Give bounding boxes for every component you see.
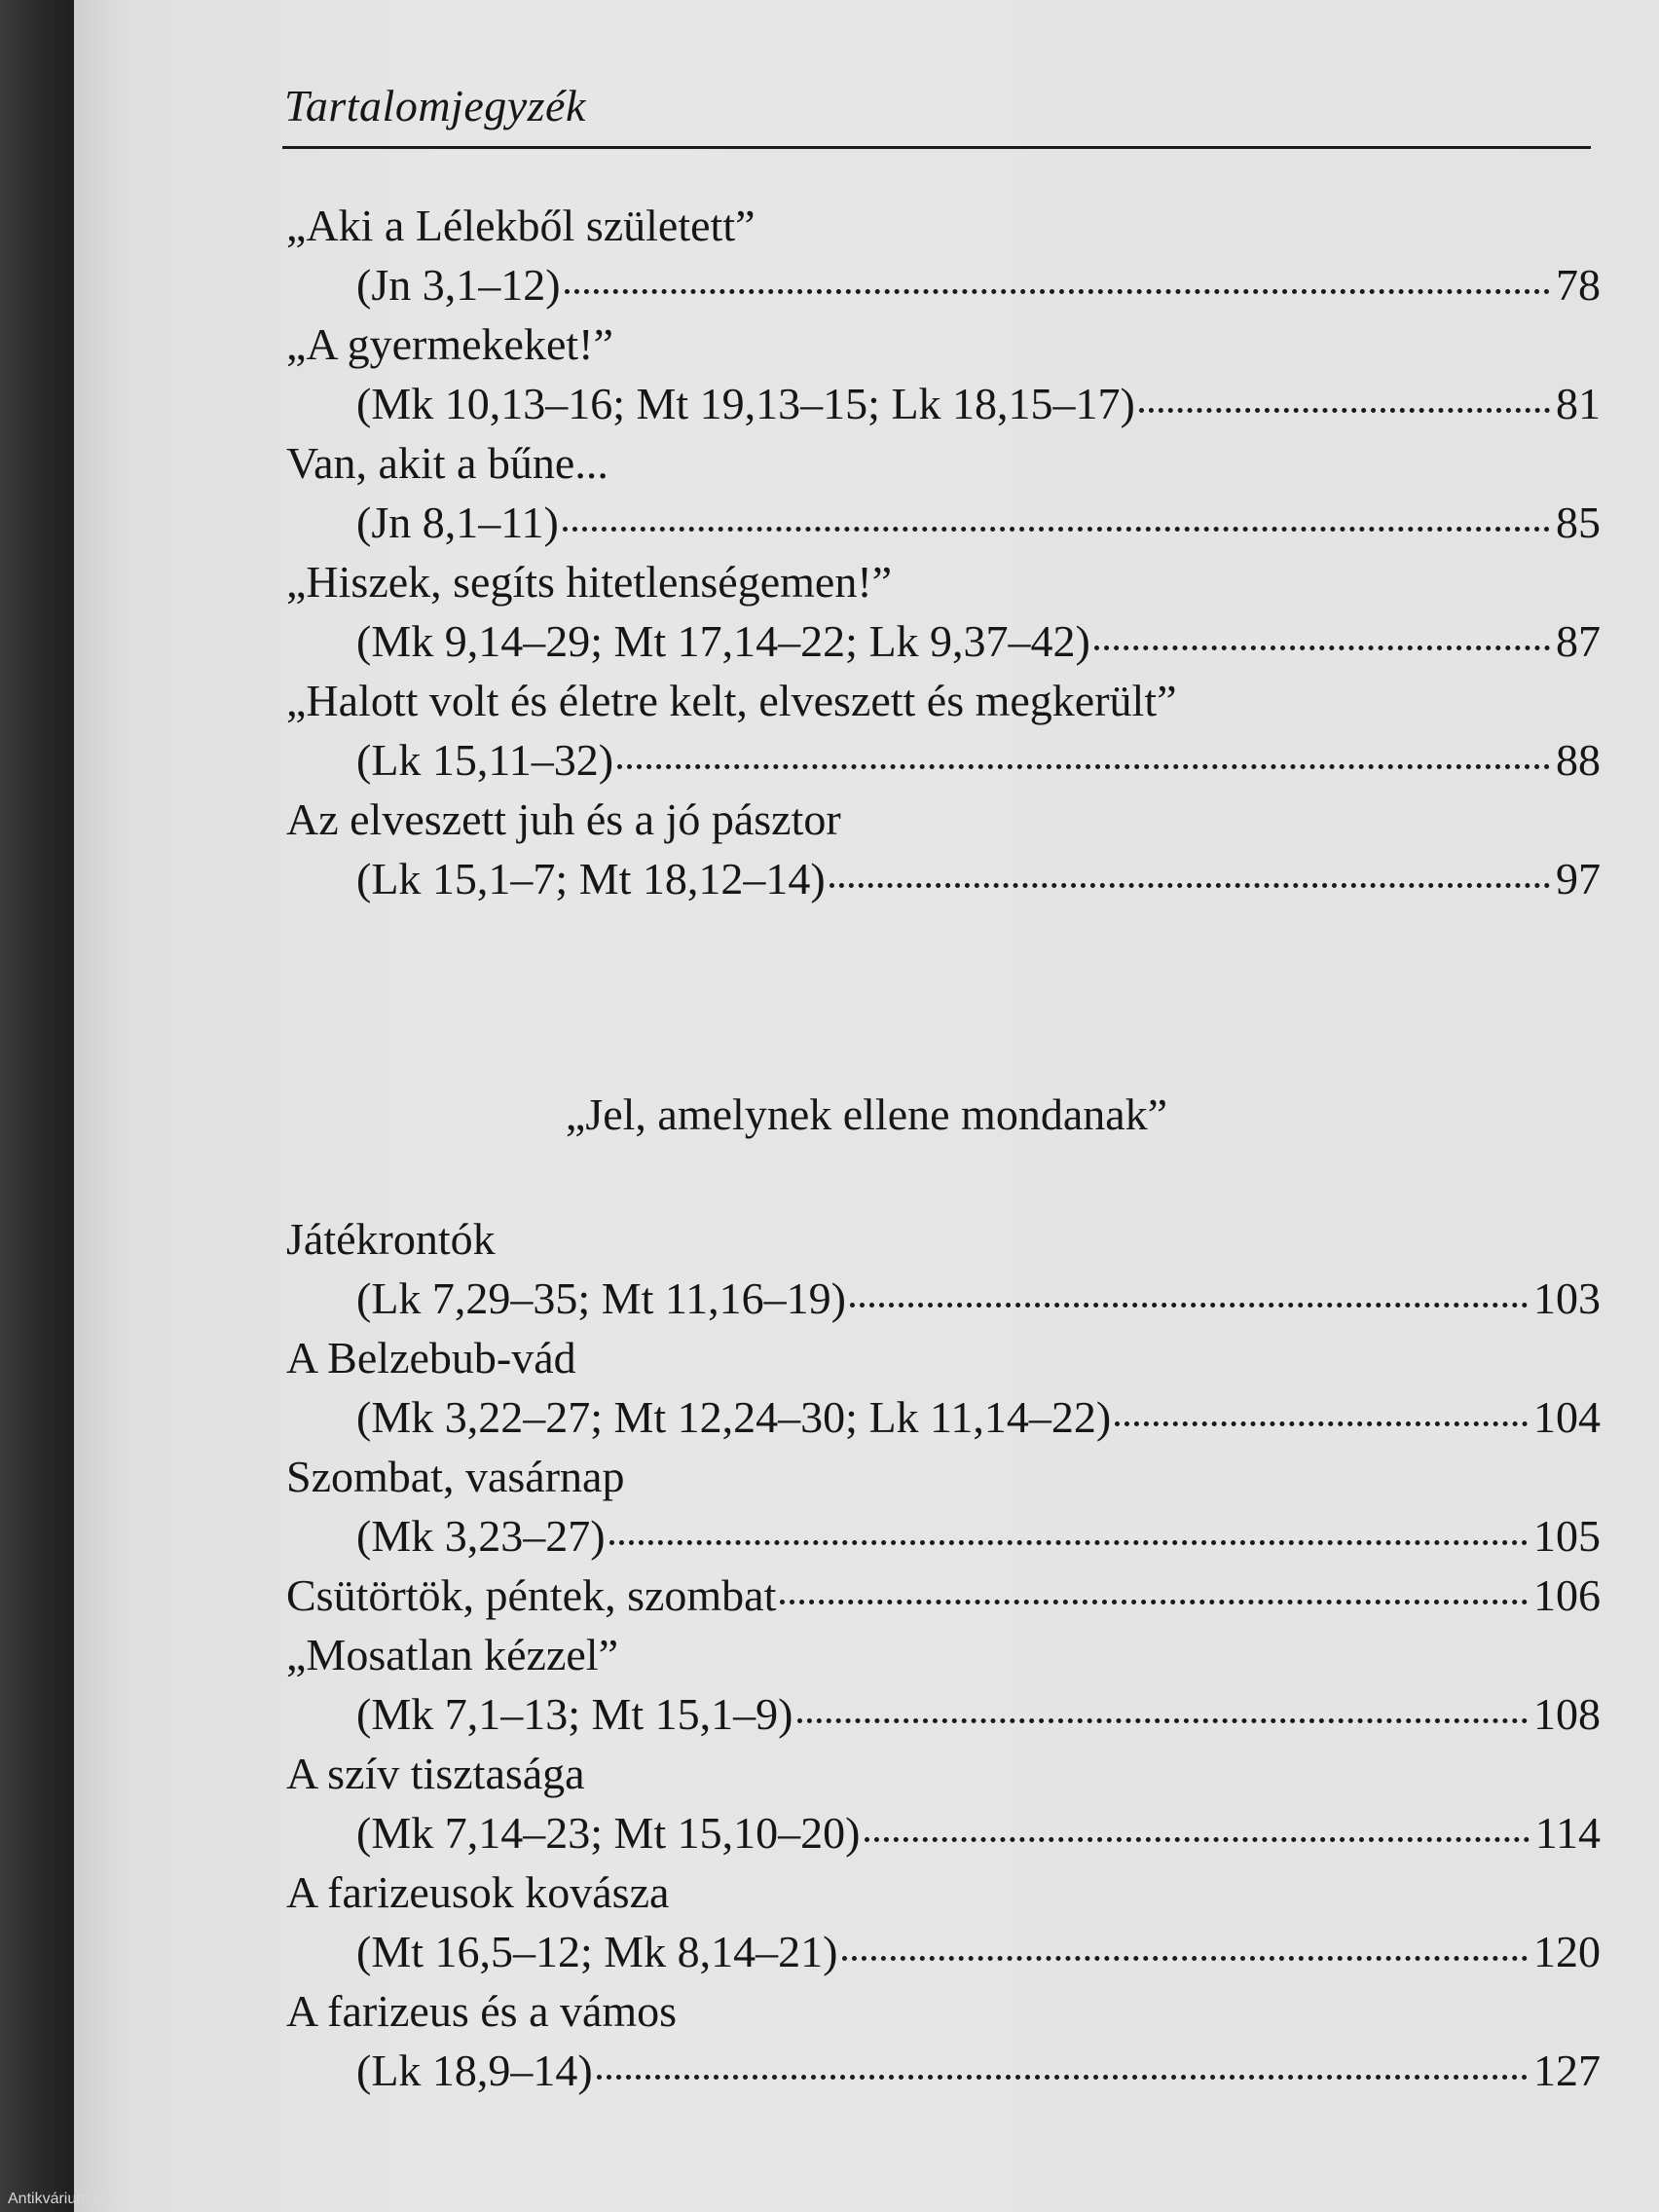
watermark: Antikvárium.hu [8,2191,111,2207]
toc-entry-title: A szív tisztasága [286,1749,585,1798]
toc-entry-ref-line [356,1510,1601,1562]
toc-entry-ref-line [356,1391,1601,1443]
toc-entry-page: 105 [1533,1511,1601,1561]
toc-entry-ref-line [356,378,1601,429]
toc-entry-ref-line [356,853,1601,904]
leader-dots [780,1600,1528,1604]
leader-dots [1094,645,1550,650]
toc-entry-page: 108 [1533,1689,1601,1739]
toc-entry-page: 78 [1556,260,1601,310]
toc-entry-title: „Hiszek, segíts hitetlenségemen!” [286,557,893,607]
toc-entry-ref-line [356,615,1601,667]
toc-entry-ref: (Mk 10,13–16; Mt 19,13–15; Lk 18,15–17) [356,379,1135,428]
toc-entry-ref-line [356,497,1601,548]
toc-entry-title: Szombat, vasárnap [286,1452,625,1501]
book-spine-shadow [0,0,74,2212]
leader-dots [1115,1421,1528,1426]
toc-entry-ref-line [356,1926,1601,1977]
toc-entry-ref-line [356,259,1601,311]
toc-entry-title: A farizeus és a vámos [286,1986,678,2036]
toc-entry-title: „Mosatlan kézzel” [286,1630,618,1679]
toc-entry-ref: (Jn 3,1–12) [356,260,561,310]
toc-entry-page: 97 [1556,854,1601,903]
toc-entry-ref-line [356,1272,1601,1324]
leader-dots [865,1837,1530,1842]
toc-entry-title: Játékrontók [286,1214,496,1264]
leader-dots [563,527,1550,532]
toc-entry-ref: (Lk 15,11–32) [356,735,614,785]
toc-entry-ref: (Lk 18,9–14) [356,2046,593,2095]
toc-entry-ref-line [356,1807,1601,1859]
leader-dots [830,883,1550,888]
toc-entry-ref-line [356,2045,1601,2096]
toc-entry-title: Az elveszett juh és a jó pásztor [286,794,841,844]
section-heading: „Jel, amelynek ellene mondanak” [565,1089,1168,1139]
page-header-title: Tartalomjegyzék [284,81,586,130]
toc-entry-ref: (Mk 7,1–13; Mt 15,1–9) [356,1689,793,1739]
toc-entry-ref: (Mk 3,22–27; Mt 12,24–30; Lk 11,14–22) [356,1392,1112,1442]
leader-dots [1139,408,1550,413]
toc-entry-title: „A gyermekeket!” [286,319,613,369]
toc-entry-page: 87 [1556,616,1601,666]
toc-entry-ref: (Mt 16,5–12; Mk 8,14–21) [356,1927,838,1976]
toc-entry-page: 120 [1533,1927,1601,1976]
toc-entry-page: 106 [1533,1570,1601,1620]
leader-dots [797,1718,1529,1723]
toc-entry-ref-line [356,1688,1601,1740]
leader-dots [609,1540,1528,1545]
leader-dots [565,289,1550,294]
toc-entry-title: Van, akit a bűne... [286,438,608,488]
toc-entry-title: „Aki a Lélekből született” [286,201,756,250]
toc-entry-ref: (Mk 7,14–23; Mt 15,10–20) [356,1808,861,1858]
toc-entry-page: 88 [1556,735,1601,785]
toc-entry-page: 85 [1556,498,1601,547]
toc-entry-ref: (Jn 8,1–11) [356,498,559,547]
toc-entry-page: 103 [1533,1273,1601,1323]
table-of-contents [74,0,1659,2212]
toc-entry-title: „Halott volt és életre kelt, elveszett és megkerült” [286,676,1177,725]
toc-entry-page: 81 [1556,379,1601,428]
toc-entry-ref: (Lk 15,1–7; Mt 18,12–14) [356,854,826,903]
toc-entry-page: 127 [1533,2046,1601,2095]
toc-entry-title: Csütörtök, péntek, szombat [286,1570,777,1620]
book-page [74,0,1659,2212]
leader-dots [597,2075,1528,2080]
toc-entry-page: 114 [1534,1808,1601,1858]
toc-entry-ref: (Lk 7,29–35; Mt 11,16–19) [356,1273,846,1323]
leader-dots [617,764,1550,769]
toc-entry-single-line [286,1569,1601,1621]
toc-entry-page: 104 [1533,1392,1601,1442]
toc-entry-ref: (Mk 3,23–27) [356,1511,606,1561]
toc-entry-ref: (Mk 9,14–29; Mt 17,14–22; Lk 9,37–42) [356,616,1090,666]
leader-dots [850,1303,1528,1308]
toc-entry-title: A farizeusok kovásza [286,1867,670,1917]
toc-entry-ref-line [356,734,1601,786]
toc-entry-title: A Belzebub-vád [286,1333,576,1382]
leader-dots [842,1956,1529,1961]
